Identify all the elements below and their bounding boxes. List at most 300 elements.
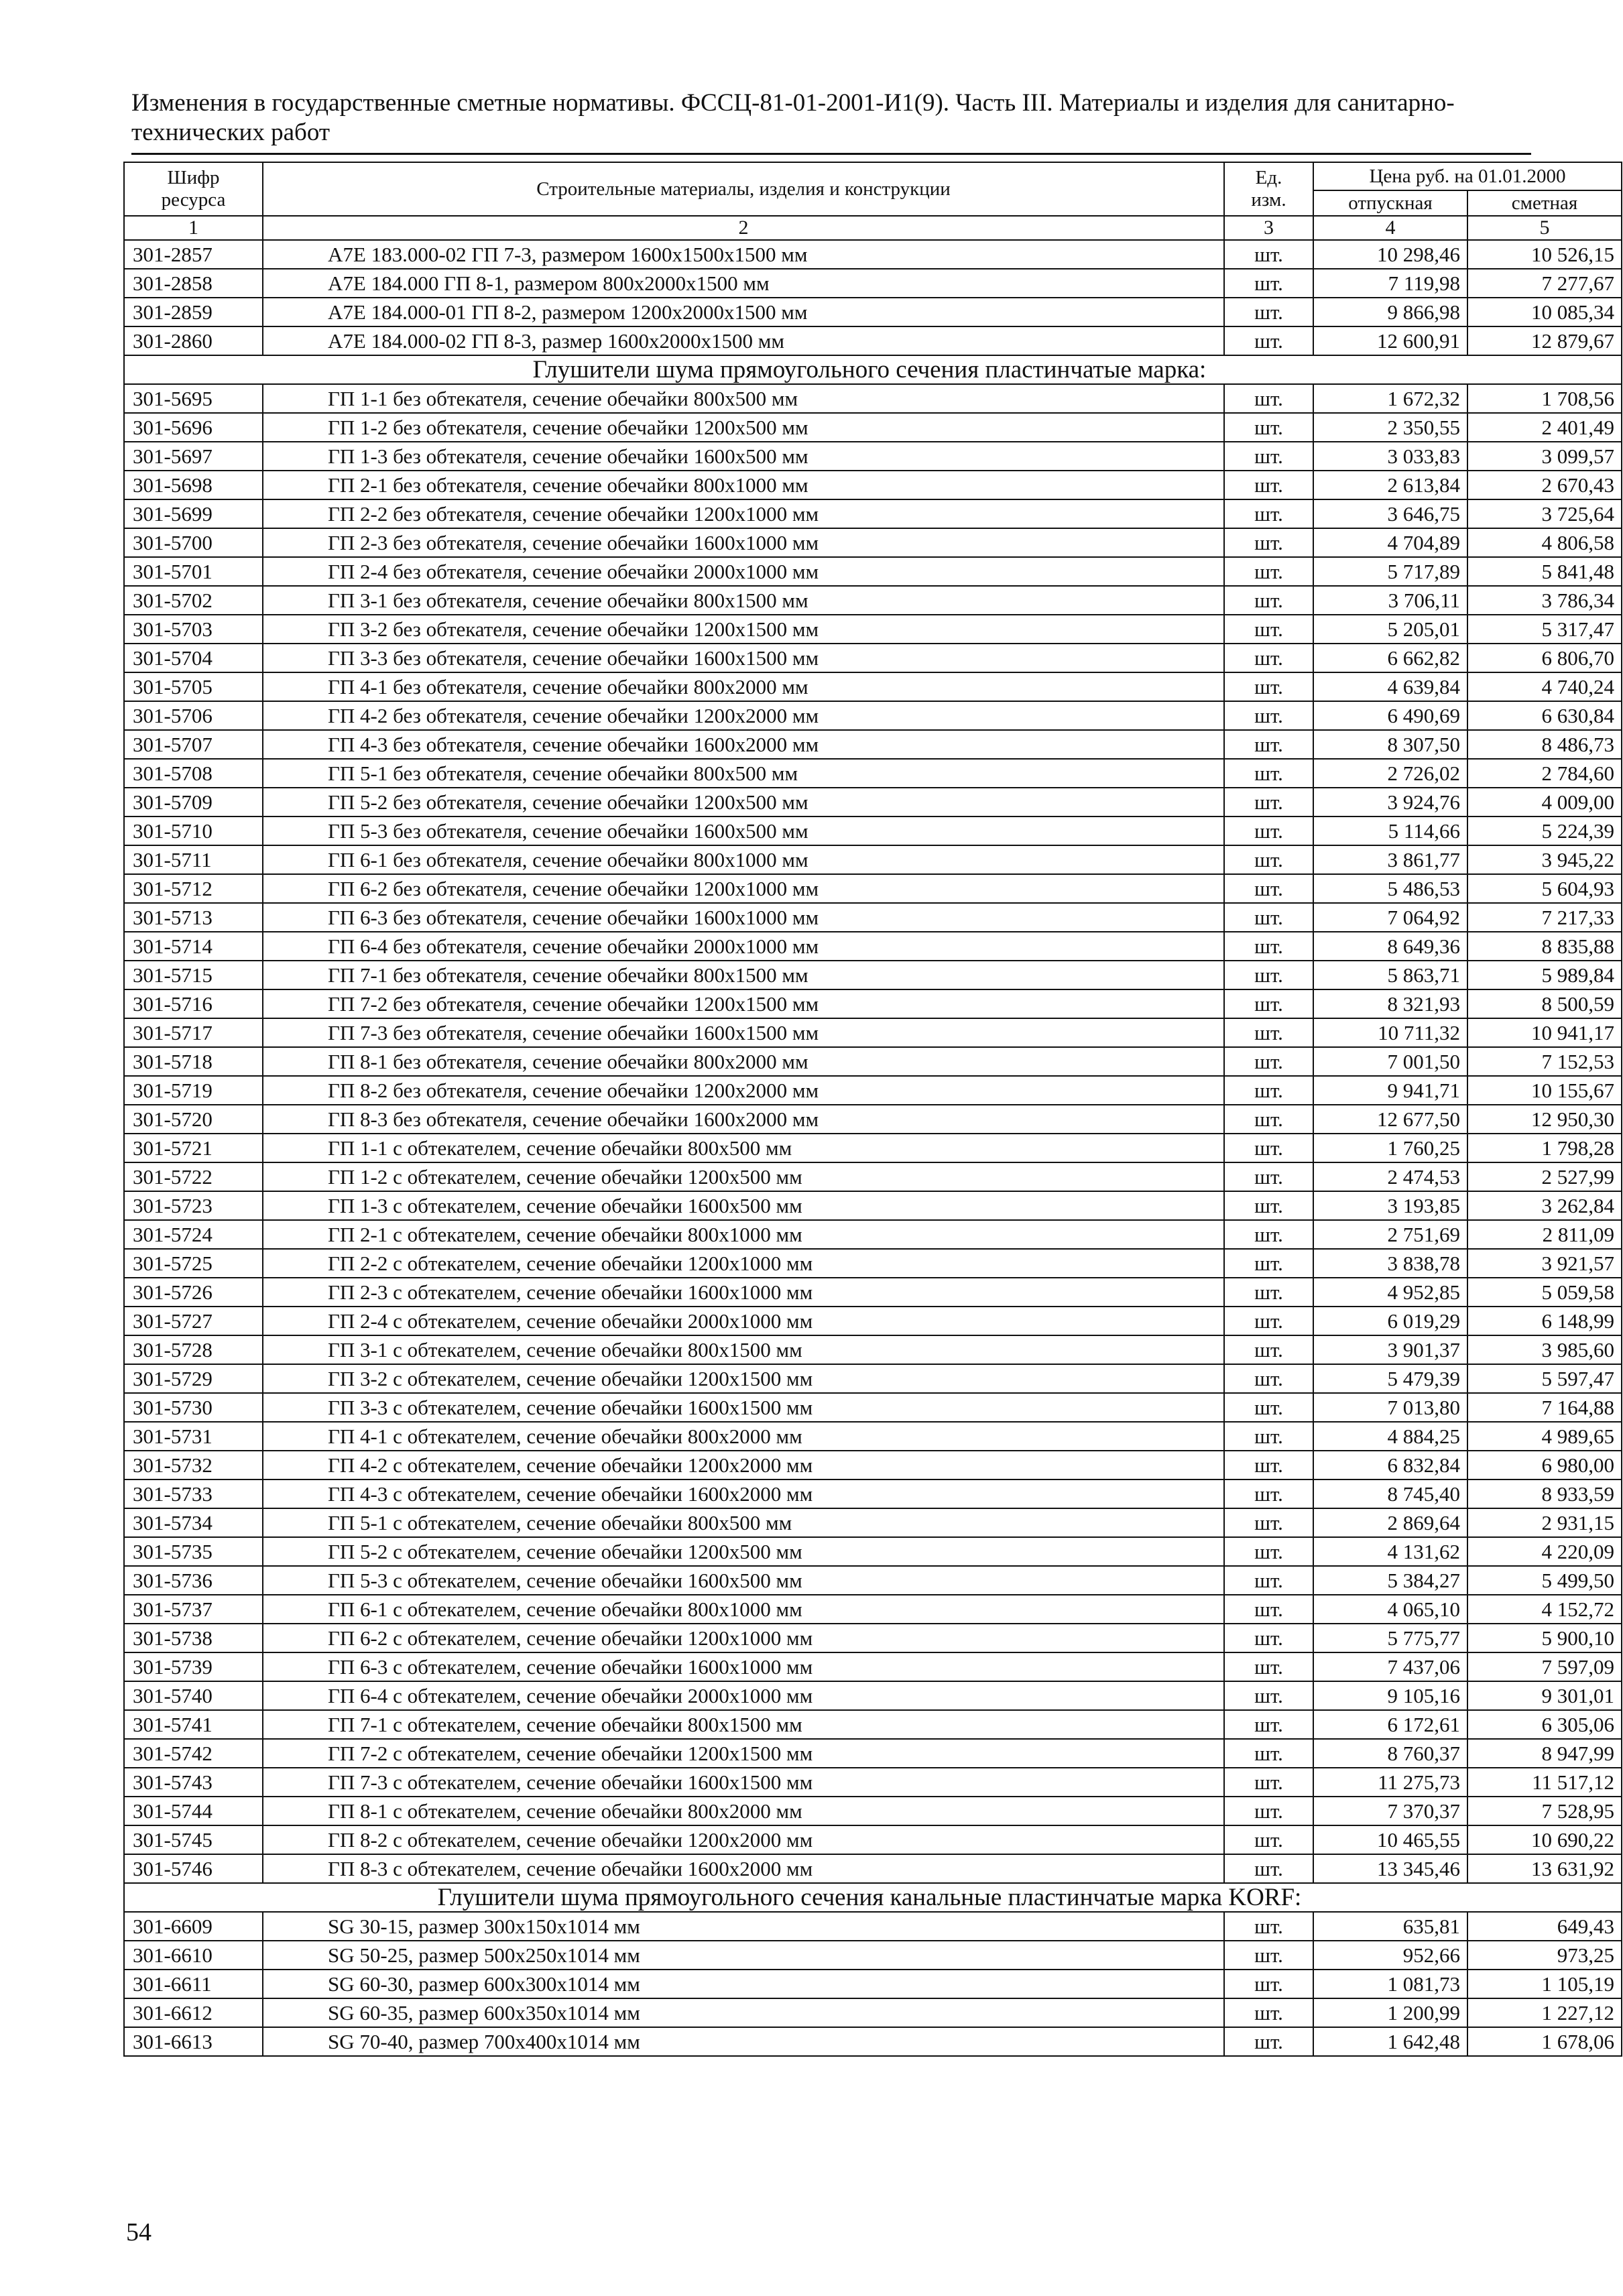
price-wholesale: 7 437,06 bbox=[1313, 1652, 1467, 1681]
resource-code: 301-6611 bbox=[124, 1970, 263, 1998]
unit: шт. bbox=[1224, 845, 1313, 874]
section-title: Глушители шума прямоугольного сечения канальные пластинчатые марка KORF: bbox=[124, 1883, 1622, 1912]
price-estimated: 3 945,22 bbox=[1467, 845, 1622, 874]
price-estimated: 6 630,84 bbox=[1467, 701, 1622, 730]
unit: шт. bbox=[1224, 2027, 1313, 2056]
material-name: ГП 6-2 с обтекателем, сечение обечайки 1200х1000 мм bbox=[263, 1624, 1224, 1652]
resource-code: 301-2860 bbox=[124, 326, 263, 355]
price-wholesale: 8 745,40 bbox=[1313, 1479, 1467, 1508]
price-estimated: 3 921,57 bbox=[1467, 1249, 1622, 1278]
unit: шт. bbox=[1224, 759, 1313, 788]
table-row bbox=[124, 1479, 1622, 1508]
material-name: SG 70-40, размер 700х400х1014 мм bbox=[263, 2027, 1224, 2056]
table-row bbox=[124, 1335, 1622, 1364]
table-body bbox=[124, 240, 1622, 2056]
resource-code: 301-6613 bbox=[124, 2027, 263, 2056]
material-name: А7Е 184.000-02 ГП 8-3, размер 1600х2000х1500 мм bbox=[263, 326, 1224, 355]
header-col-number: 1 bbox=[124, 216, 263, 240]
price-estimated: 5 989,84 bbox=[1467, 961, 1622, 989]
price-wholesale: 5 479,39 bbox=[1313, 1364, 1467, 1393]
unit: шт. bbox=[1224, 1047, 1313, 1076]
resource-code: 301-6610 bbox=[124, 1941, 263, 1970]
page-title: Изменения в государственные сметные нормативы. ФССЦ-81-01-2001-И1(9). Часть III. Материалы и изделия для санитарно-технических работ bbox=[131, 89, 1455, 146]
unit: шт. bbox=[1224, 326, 1313, 355]
price-estimated: 7 164,88 bbox=[1467, 1393, 1622, 1422]
price-wholesale: 2 474,53 bbox=[1313, 1162, 1467, 1191]
price-estimated: 973,25 bbox=[1467, 1941, 1622, 1970]
price-wholesale: 12 600,91 bbox=[1313, 326, 1467, 355]
table-row bbox=[124, 874, 1622, 903]
price-estimated: 10 941,17 bbox=[1467, 1018, 1622, 1047]
table-row bbox=[124, 1220, 1622, 1249]
material-name: А7Е 184.000-01 ГП 8-2, размером 1200х2000х1500 мм bbox=[263, 298, 1224, 326]
material-name: ГП 6-2 без обтекателя, сечение обечайки 1200х1000 мм bbox=[263, 874, 1224, 903]
table-row bbox=[124, 471, 1622, 499]
table-row bbox=[124, 1422, 1622, 1451]
resource-code: 301-5717 bbox=[124, 1018, 263, 1047]
material-name: ГП 2-3 без обтекателя, сечение обечайки 1600х1000 мм bbox=[263, 528, 1224, 557]
resource-code: 301-5704 bbox=[124, 644, 263, 672]
price-estimated: 6 305,06 bbox=[1467, 1710, 1622, 1739]
resource-code: 301-5732 bbox=[124, 1451, 263, 1479]
unit: шт. bbox=[1224, 1825, 1313, 1854]
unit: шт. bbox=[1224, 1278, 1313, 1307]
unit: шт. bbox=[1224, 499, 1313, 528]
table-row bbox=[124, 326, 1622, 355]
price-wholesale: 9 941,71 bbox=[1313, 1076, 1467, 1105]
price-wholesale: 5 775,77 bbox=[1313, 1624, 1467, 1652]
material-name: ГП 4-1 без обтекателя, сечение обечайки 800х2000 мм bbox=[263, 672, 1224, 701]
unit: шт. bbox=[1224, 1393, 1313, 1422]
unit: шт. bbox=[1224, 1307, 1313, 1335]
price-wholesale: 1 081,73 bbox=[1313, 1970, 1467, 1998]
resource-code: 301-5723 bbox=[124, 1191, 263, 1220]
material-name: ГП 7-2 с обтекателем, сечение обечайки 1200х1500 мм bbox=[263, 1739, 1224, 1768]
price-wholesale: 7 370,37 bbox=[1313, 1797, 1467, 1825]
price-estimated: 4 740,24 bbox=[1467, 672, 1622, 701]
resource-code: 301-5702 bbox=[124, 586, 263, 615]
material-name: ГП 1-1 с обтекателем, сечение обечайки 800х500 мм bbox=[263, 1134, 1224, 1162]
table-row bbox=[124, 1307, 1622, 1335]
price-wholesale: 13 345,46 bbox=[1313, 1854, 1467, 1883]
price-wholesale: 3 646,75 bbox=[1313, 499, 1467, 528]
material-name: ГП 8-1 с обтекателем, сечение обечайки 800х2000 мм bbox=[263, 1797, 1224, 1825]
price-estimated: 3 099,57 bbox=[1467, 442, 1622, 471]
price-estimated: 11 517,12 bbox=[1467, 1768, 1622, 1797]
price-estimated: 7 217,33 bbox=[1467, 903, 1622, 932]
unit: шт. bbox=[1224, 1335, 1313, 1364]
table-row bbox=[124, 1854, 1622, 1883]
table-row bbox=[124, 413, 1622, 442]
table-row bbox=[124, 586, 1622, 615]
header-col-number: 4 bbox=[1313, 216, 1467, 240]
price-estimated: 3 725,64 bbox=[1467, 499, 1622, 528]
resource-code: 301-5725 bbox=[124, 1249, 263, 1278]
resource-code: 301-5720 bbox=[124, 1105, 263, 1134]
material-name: ГП 6-4 без обтекателя, сечение обечайки 2000х1000 мм bbox=[263, 932, 1224, 961]
price-estimated: 2 670,43 bbox=[1467, 471, 1622, 499]
header-name: Строительные материалы, изделия и конструкции bbox=[263, 162, 1224, 216]
price-estimated: 10 690,22 bbox=[1467, 1825, 1622, 1854]
table-row bbox=[124, 442, 1622, 471]
material-name: ГП 6-1 с обтекателем, сечение обечайки 800х1000 мм bbox=[263, 1595, 1224, 1624]
material-name: ГП 2-4 с обтекателем, сечение обечайки 2000х1000 мм bbox=[263, 1307, 1224, 1335]
price-wholesale: 6 662,82 bbox=[1313, 644, 1467, 672]
unit: шт. bbox=[1224, 384, 1313, 413]
material-name: ГП 6-4 с обтекателем, сечение обечайки 2000х1000 мм bbox=[263, 1681, 1224, 1710]
material-name: SG 60-35, размер 600х350х1014 мм bbox=[263, 1998, 1224, 2027]
header-price: Цена руб. на 01.01.2000 bbox=[1313, 162, 1622, 190]
price-estimated: 4 152,72 bbox=[1467, 1595, 1622, 1624]
unit: шт. bbox=[1224, 672, 1313, 701]
resource-code: 301-2859 bbox=[124, 298, 263, 326]
resource-code: 301-5707 bbox=[124, 730, 263, 759]
price-wholesale: 1 200,99 bbox=[1313, 1998, 1467, 2027]
price-estimated: 4 806,58 bbox=[1467, 528, 1622, 557]
table-row bbox=[124, 1566, 1622, 1595]
resource-code: 301-5733 bbox=[124, 1479, 263, 1508]
table-row bbox=[124, 1652, 1622, 1681]
material-name: ГП 5-2 с обтекателем, сечение обечайки 1200х500 мм bbox=[263, 1537, 1224, 1566]
resource-code: 301-5718 bbox=[124, 1047, 263, 1076]
header-col-number: 5 bbox=[1467, 216, 1622, 240]
price-estimated: 1 678,06 bbox=[1467, 2027, 1622, 2056]
unit: шт. bbox=[1224, 874, 1313, 903]
resource-code: 301-5726 bbox=[124, 1278, 263, 1307]
table-row bbox=[124, 1537, 1622, 1566]
resource-code: 301-5719 bbox=[124, 1076, 263, 1105]
table-row bbox=[124, 1970, 1622, 1998]
price-wholesale: 4 639,84 bbox=[1313, 672, 1467, 701]
page-number: 54 bbox=[126, 2218, 152, 2246]
resource-code: 301-5728 bbox=[124, 1335, 263, 1364]
price-estimated: 9 301,01 bbox=[1467, 1681, 1622, 1710]
material-name: SG 30-15, размер 300х150х1014 мм bbox=[263, 1912, 1224, 1941]
price-wholesale: 10 298,46 bbox=[1313, 240, 1467, 269]
price-wholesale: 9 105,16 bbox=[1313, 1681, 1467, 1710]
material-name: А7Е 183.000-02 ГП 7-3, размером 1600х1500х1500 мм bbox=[263, 240, 1224, 269]
price-estimated: 2 931,15 bbox=[1467, 1508, 1622, 1537]
price-wholesale: 3 901,37 bbox=[1313, 1335, 1467, 1364]
table-row bbox=[124, 298, 1622, 326]
resource-code: 301-5741 bbox=[124, 1710, 263, 1739]
material-name: ГП 4-3 с обтекателем, сечение обечайки 1600х2000 мм bbox=[263, 1479, 1224, 1508]
unit: шт. bbox=[1224, 1364, 1313, 1393]
price-wholesale: 5 717,89 bbox=[1313, 557, 1467, 586]
unit: шт. bbox=[1224, 240, 1313, 269]
table-row bbox=[124, 1018, 1622, 1047]
material-name: ГП 5-1 без обтекателя, сечение обечайки 800х500 мм bbox=[263, 759, 1224, 788]
price-estimated: 10 155,67 bbox=[1467, 1076, 1622, 1105]
table-row bbox=[124, 644, 1622, 672]
unit: шт. bbox=[1224, 1912, 1313, 1941]
price-estimated: 4 989,65 bbox=[1467, 1422, 1622, 1451]
material-name: ГП 5-3 с обтекателем, сечение обечайки 1600х500 мм bbox=[263, 1566, 1224, 1595]
price-wholesale: 4 884,25 bbox=[1313, 1422, 1467, 1451]
unit: шт. bbox=[1224, 903, 1313, 932]
price-estimated: 3 985,60 bbox=[1467, 1335, 1622, 1364]
header-unit: Ед. изм. bbox=[1224, 162, 1313, 216]
price-wholesale: 8 321,93 bbox=[1313, 989, 1467, 1018]
resource-code: 301-5729 bbox=[124, 1364, 263, 1393]
material-name: ГП 3-1 с обтекателем, сечение обечайки 800х1500 мм bbox=[263, 1335, 1224, 1364]
unit: шт. bbox=[1224, 1220, 1313, 1249]
unit: шт. bbox=[1224, 1797, 1313, 1825]
price-estimated: 3 786,34 bbox=[1467, 586, 1622, 615]
price-estimated: 5 317,47 bbox=[1467, 615, 1622, 644]
material-name: ГП 1-2 без обтекателя, сечение обечайки 1200х500 мм bbox=[263, 413, 1224, 442]
unit: шт. bbox=[1224, 1076, 1313, 1105]
table-row bbox=[124, 528, 1622, 557]
section-header-row bbox=[124, 355, 1622, 384]
table-row bbox=[124, 1278, 1622, 1307]
resource-code: 301-5737 bbox=[124, 1595, 263, 1624]
table-row bbox=[124, 1739, 1622, 1768]
price-wholesale: 8 760,37 bbox=[1313, 1739, 1467, 1768]
resource-code: 301-5696 bbox=[124, 413, 263, 442]
price-estimated: 5 059,58 bbox=[1467, 1278, 1622, 1307]
unit: шт. bbox=[1224, 1566, 1313, 1595]
unit: шт. bbox=[1224, 1451, 1313, 1479]
resource-code: 301-5708 bbox=[124, 759, 263, 788]
material-name: ГП 4-2 без обтекателя, сечение обечайки 1200х2000 мм bbox=[263, 701, 1224, 730]
unit: шт. bbox=[1224, 1249, 1313, 1278]
resource-code: 301-5721 bbox=[124, 1134, 263, 1162]
unit: шт. bbox=[1224, 817, 1313, 845]
price-wholesale: 11 275,73 bbox=[1313, 1768, 1467, 1797]
unit: шт. bbox=[1224, 932, 1313, 961]
price-estimated: 8 835,88 bbox=[1467, 932, 1622, 961]
unit: шт. bbox=[1224, 1739, 1313, 1768]
material-name: ГП 3-3 с обтекателем, сечение обечайки 1600х1500 мм bbox=[263, 1393, 1224, 1422]
table-row bbox=[124, 730, 1622, 759]
material-name: ГП 3-3 без обтекателя, сечение обечайки 1600х1500 мм bbox=[263, 644, 1224, 672]
price-wholesale: 6 019,29 bbox=[1313, 1307, 1467, 1335]
table-row bbox=[124, 1249, 1622, 1278]
price-estimated: 10 085,34 bbox=[1467, 298, 1622, 326]
price-wholesale: 4 065,10 bbox=[1313, 1595, 1467, 1624]
price-wholesale: 8 649,36 bbox=[1313, 932, 1467, 961]
price-estimated: 7 152,53 bbox=[1467, 1047, 1622, 1076]
price-estimated: 1 708,56 bbox=[1467, 384, 1622, 413]
material-name: ГП 4-1 с обтекателем, сечение обечайки 800х2000 мм bbox=[263, 1422, 1224, 1451]
price-estimated: 8 500,59 bbox=[1467, 989, 1622, 1018]
price-wholesale: 3 838,78 bbox=[1313, 1249, 1467, 1278]
unit: шт. bbox=[1224, 1970, 1313, 1998]
price-wholesale: 3 193,85 bbox=[1313, 1191, 1467, 1220]
resource-code: 301-5695 bbox=[124, 384, 263, 413]
table-row bbox=[124, 1681, 1622, 1710]
price-estimated: 649,43 bbox=[1467, 1912, 1622, 1941]
material-name: ГП 7-1 с обтекателем, сечение обечайки 800х1500 мм bbox=[263, 1710, 1224, 1739]
unit: шт. bbox=[1224, 1134, 1313, 1162]
price-wholesale: 4 131,62 bbox=[1313, 1537, 1467, 1566]
price-estimated: 13 631,92 bbox=[1467, 1854, 1622, 1883]
material-name: ГП 1-3 без обтекателя, сечение обечайки 1600х500 мм bbox=[263, 442, 1224, 471]
unit: шт. bbox=[1224, 298, 1313, 326]
price-estimated: 8 933,59 bbox=[1467, 1479, 1622, 1508]
price-estimated: 8 947,99 bbox=[1467, 1739, 1622, 1768]
price-wholesale: 3 861,77 bbox=[1313, 845, 1467, 874]
resource-code: 301-5743 bbox=[124, 1768, 263, 1797]
unit: шт. bbox=[1224, 528, 1313, 557]
header-col-number: 2 bbox=[263, 216, 1224, 240]
material-name: ГП 5-1 с обтекателем, сечение обечайки 800х500 мм bbox=[263, 1508, 1224, 1537]
material-name: ГП 8-1 без обтекателя, сечение обечайки 800х2000 мм bbox=[263, 1047, 1224, 1076]
table-row bbox=[124, 759, 1622, 788]
material-name: А7Е 184.000 ГП 8-1, размером 800х2000х1500 мм bbox=[263, 269, 1224, 298]
price-wholesale: 4 952,85 bbox=[1313, 1278, 1467, 1307]
table-row bbox=[124, 1768, 1622, 1797]
resource-code: 301-5697 bbox=[124, 442, 263, 471]
material-name: SG 50-25, размер 500х250х1014 мм bbox=[263, 1941, 1224, 1970]
price-estimated: 10 526,15 bbox=[1467, 240, 1622, 269]
table-row bbox=[124, 1364, 1622, 1393]
resource-code: 301-5730 bbox=[124, 1393, 263, 1422]
unit: шт. bbox=[1224, 1941, 1313, 1970]
price-wholesale: 2 751,69 bbox=[1313, 1220, 1467, 1249]
price-estimated: 2 784,60 bbox=[1467, 759, 1622, 788]
resource-code: 301-5703 bbox=[124, 615, 263, 644]
unit: шт. bbox=[1224, 1854, 1313, 1883]
table-row bbox=[124, 932, 1622, 961]
material-name: ГП 8-2 с обтекателем, сечение обечайки 1200х2000 мм bbox=[263, 1825, 1224, 1854]
price-estimated: 5 841,48 bbox=[1467, 557, 1622, 586]
resource-code: 301-5734 bbox=[124, 1508, 263, 1537]
resource-code: 301-5735 bbox=[124, 1537, 263, 1566]
material-name: ГП 5-2 без обтекателя, сечение обечайки 1200х500 мм bbox=[263, 788, 1224, 817]
table-row bbox=[124, 269, 1622, 298]
material-name: ГП 2-2 без обтекателя, сечение обечайки 1200х1000 мм bbox=[263, 499, 1224, 528]
table-row bbox=[124, 1508, 1622, 1537]
material-name: ГП 3-2 без обтекателя, сечение обечайки 1200х1500 мм bbox=[263, 615, 1224, 644]
price-wholesale: 6 172,61 bbox=[1313, 1710, 1467, 1739]
resource-code: 301-5742 bbox=[124, 1739, 263, 1768]
table-row bbox=[124, 557, 1622, 586]
unit: шт. bbox=[1224, 442, 1313, 471]
table-row bbox=[124, 1941, 1622, 1970]
unit: шт. bbox=[1224, 730, 1313, 759]
material-name: ГП 1-1 без обтекателя, сечение обечайки 800х500 мм bbox=[263, 384, 1224, 413]
resource-code: 301-2858 bbox=[124, 269, 263, 298]
price-wholesale: 6 832,84 bbox=[1313, 1451, 1467, 1479]
resource-code: 301-5727 bbox=[124, 1307, 263, 1335]
material-name: ГП 1-3 с обтекателем, сечение обечайки 1600х500 мм bbox=[263, 1191, 1224, 1220]
resource-code: 301-2857 bbox=[124, 240, 263, 269]
price-table bbox=[123, 162, 1622, 2057]
header-estimated: сметная bbox=[1467, 190, 1622, 216]
price-wholesale: 2 350,55 bbox=[1313, 413, 1467, 442]
price-estimated: 5 224,39 bbox=[1467, 817, 1622, 845]
price-wholesale: 952,66 bbox=[1313, 1941, 1467, 1970]
price-estimated: 2 811,09 bbox=[1467, 1220, 1622, 1249]
price-wholesale: 7 119,98 bbox=[1313, 269, 1467, 298]
section-title: Глушители шума прямоугольного сечения пластинчатые марка: bbox=[124, 355, 1622, 384]
material-name: ГП 1-2 с обтекателем, сечение обечайки 1200х500 мм bbox=[263, 1162, 1224, 1191]
resource-code: 301-5701 bbox=[124, 557, 263, 586]
unit: шт. bbox=[1224, 1652, 1313, 1681]
table-row bbox=[124, 1162, 1622, 1191]
resource-code: 301-5713 bbox=[124, 903, 263, 932]
table-row bbox=[124, 1451, 1622, 1479]
table-row bbox=[124, 1191, 1622, 1220]
resource-code: 301-5711 bbox=[124, 845, 263, 874]
resource-code: 301-5745 bbox=[124, 1825, 263, 1854]
table-row bbox=[124, 384, 1622, 413]
price-wholesale: 12 677,50 bbox=[1313, 1105, 1467, 1134]
price-estimated: 5 597,47 bbox=[1467, 1364, 1622, 1393]
price-wholesale: 3 033,83 bbox=[1313, 442, 1467, 471]
resource-code: 301-5705 bbox=[124, 672, 263, 701]
unit: шт. bbox=[1224, 989, 1313, 1018]
resource-code: 301-5722 bbox=[124, 1162, 263, 1191]
resource-code: 301-5706 bbox=[124, 701, 263, 730]
resource-code: 301-5740 bbox=[124, 1681, 263, 1710]
price-wholesale: 2 613,84 bbox=[1313, 471, 1467, 499]
unit: шт. bbox=[1224, 701, 1313, 730]
unit: шт. bbox=[1224, 1018, 1313, 1047]
price-wholesale: 7 013,80 bbox=[1313, 1393, 1467, 1422]
resource-code: 301-5715 bbox=[124, 961, 263, 989]
resource-code: 301-5709 bbox=[124, 788, 263, 817]
resource-code: 301-5724 bbox=[124, 1220, 263, 1249]
material-name: ГП 6-1 без обтекателя, сечение обечайки 800х1000 мм bbox=[263, 845, 1224, 874]
table-row bbox=[124, 989, 1622, 1018]
material-name: ГП 7-1 без обтекателя, сечение обечайки 800х1500 мм bbox=[263, 961, 1224, 989]
price-wholesale: 5 205,01 bbox=[1313, 615, 1467, 644]
price-wholesale: 2 726,02 bbox=[1313, 759, 1467, 788]
unit: шт. bbox=[1224, 1479, 1313, 1508]
price-estimated: 6 980,00 bbox=[1467, 1451, 1622, 1479]
table-row bbox=[124, 788, 1622, 817]
unit: шт. bbox=[1224, 1710, 1313, 1739]
unit: шт. bbox=[1224, 615, 1313, 644]
material-name: ГП 2-1 без обтекателя, сечение обечайки 800х1000 мм bbox=[263, 471, 1224, 499]
material-name: SG 60-30, размер 600х300х1014 мм bbox=[263, 1970, 1224, 1998]
price-wholesale: 5 863,71 bbox=[1313, 961, 1467, 989]
resource-code: 301-5700 bbox=[124, 528, 263, 557]
unit: шт. bbox=[1224, 961, 1313, 989]
material-name: ГП 7-3 с обтекателем, сечение обечайки 1600х1500 мм bbox=[263, 1768, 1224, 1797]
price-wholesale: 5 384,27 bbox=[1313, 1566, 1467, 1595]
title-rule bbox=[131, 153, 1531, 155]
unit: шт. bbox=[1224, 1768, 1313, 1797]
material-name: ГП 2-3 с обтекателем, сечение обечайки 1600х1000 мм bbox=[263, 1278, 1224, 1307]
table-row bbox=[124, 1134, 1622, 1162]
resource-code: 301-5736 bbox=[124, 1566, 263, 1595]
resource-code: 301-6609 bbox=[124, 1912, 263, 1941]
price-estimated: 1 798,28 bbox=[1467, 1134, 1622, 1162]
unit: шт. bbox=[1224, 788, 1313, 817]
price-wholesale: 10 711,32 bbox=[1313, 1018, 1467, 1047]
price-estimated: 2 527,99 bbox=[1467, 1162, 1622, 1191]
price-wholesale: 1 642,48 bbox=[1313, 2027, 1467, 2056]
price-estimated: 6 806,70 bbox=[1467, 644, 1622, 672]
unit: шт. bbox=[1224, 413, 1313, 442]
price-estimated: 5 604,93 bbox=[1467, 874, 1622, 903]
unit: шт. bbox=[1224, 471, 1313, 499]
price-wholesale: 3 924,76 bbox=[1313, 788, 1467, 817]
header-col-number: 3 bbox=[1224, 216, 1313, 240]
price-wholesale: 635,81 bbox=[1313, 1912, 1467, 1941]
resource-code: 301-6612 bbox=[124, 1998, 263, 2027]
unit: шт. bbox=[1224, 1537, 1313, 1566]
price-wholesale: 6 490,69 bbox=[1313, 701, 1467, 730]
resource-code: 301-5739 bbox=[124, 1652, 263, 1681]
price-estimated: 2 401,49 bbox=[1467, 413, 1622, 442]
material-name: ГП 3-1 без обтекателя, сечение обечайки 800х1500 мм bbox=[263, 586, 1224, 615]
table-row bbox=[124, 1710, 1622, 1739]
